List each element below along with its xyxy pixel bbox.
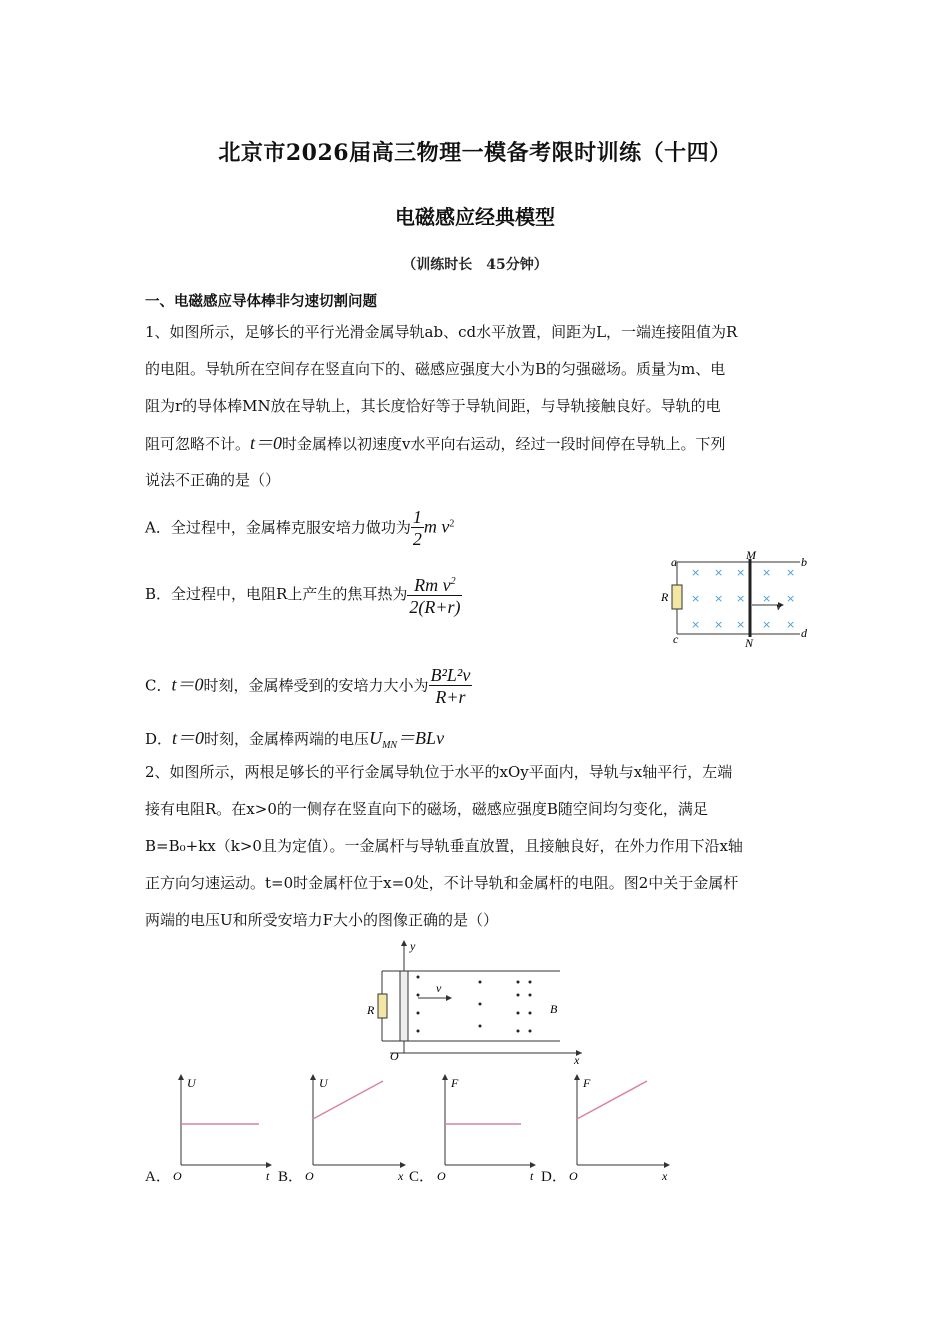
t0-expr: t＝0 [172, 728, 205, 748]
field-dot [417, 976, 420, 979]
field-cross: × [786, 618, 796, 631]
y-arrowhead [442, 1074, 448, 1080]
graph-x-label: x [662, 1169, 668, 1183]
graph-x-label: t [266, 1169, 270, 1183]
field-dot [479, 1025, 482, 1028]
x-arrowhead [664, 1162, 670, 1168]
field-cross: × [762, 566, 772, 579]
option-b-text: B．全过程中，电阻R上产生的焦耳热为 [145, 585, 408, 603]
t0-expr: t＝0 [171, 674, 204, 695]
field-dot [417, 1030, 420, 1033]
magnetic-field-dots [417, 976, 532, 1033]
q2-line-4: 正方向匀速运动。t=0时金属杆位于x=0处，不计导轨和金属杆的电阻。图2中关于金属杆 [145, 874, 739, 892]
graph-origin: O [569, 1169, 578, 1183]
q2-figure [360, 938, 600, 1068]
q2-line-2: 接有电阻R。在x>0的一侧存在竖直向下的磁场，磁感应强度B随空间均匀变化，满足 [145, 800, 708, 818]
option-d-text: 时刻，金属棒两端的电压 [204, 730, 370, 748]
field-dot [529, 981, 532, 984]
fraction-denominator: 2(R+r) [409, 597, 461, 617]
x-arrowhead [266, 1162, 272, 1168]
fraction-denominator: 2 [412, 529, 422, 549]
x-arrowhead [530, 1162, 536, 1168]
velocity-arrowhead [446, 995, 452, 1001]
q1-line-5: 说法不正确的是（） [145, 471, 281, 489]
page-subtitle: 电磁感应经典模型 [395, 205, 555, 229]
field-cross: × [714, 566, 724, 579]
fraction-denominator: R+r [435, 687, 466, 707]
label-v: v [436, 981, 442, 995]
graph-c [429, 1070, 539, 1185]
metal-rod [400, 971, 408, 1041]
y-arrowhead [574, 1074, 580, 1080]
y-arrowhead [401, 940, 407, 946]
resistor-r [672, 585, 682, 609]
option-c-fraction [429, 665, 473, 708]
field-dot [529, 1012, 532, 1015]
q1-line-4-rest: 时金属棒以初速度v水平向右运动，经过一段时间停在导轨上。下列 [282, 435, 726, 453]
q1-figure [660, 550, 810, 650]
label-b: b [801, 555, 807, 569]
graph-origin: O [437, 1169, 446, 1183]
y-arrowhead [178, 1074, 184, 1080]
graph-y-label: F [583, 1076, 591, 1090]
graph-origin: O [305, 1169, 314, 1183]
field-dot [529, 1030, 532, 1033]
option-a-fraction [411, 507, 424, 550]
label-n: N [745, 636, 754, 650]
option-d-eq: ＝BLv [397, 728, 445, 748]
q1-option-d [145, 724, 444, 751]
option-b-fraction [407, 572, 462, 618]
field-dot [517, 994, 520, 997]
field-dot [529, 994, 532, 997]
q1-option-b [145, 572, 462, 618]
graph-b-label: B． [278, 1169, 304, 1185]
fraction-numerator: 1 [412, 507, 422, 527]
graph-x-label: x [398, 1169, 404, 1183]
field-dot [517, 1030, 520, 1033]
section-heading: 一、电磁感应导体棒非匀速切割问题 [145, 293, 377, 310]
training-duration: （训练时长 45分钟） [402, 257, 548, 273]
field-cross: × [691, 592, 701, 605]
option-a-text: A．全过程中，金属棒克服安培力做功为 [145, 518, 411, 537]
field-dot [417, 994, 420, 997]
field-cross: × [786, 592, 796, 605]
label-c: c [673, 632, 679, 646]
graph-y-label: F [451, 1076, 459, 1090]
field-cross: × [786, 566, 796, 579]
label-a: a [671, 555, 677, 569]
graph-d [561, 1070, 673, 1185]
numerator-text: Rm v [414, 575, 451, 595]
q1-line-4-prefix: 阻可忽略不计。 [145, 435, 251, 453]
field-cross: × [762, 618, 772, 631]
field-cross: × [714, 618, 724, 631]
label-v: v [776, 599, 782, 613]
field-cross: × [691, 618, 701, 631]
label-o: O [390, 1049, 399, 1063]
fraction-numerator: Rm $v^2$ [407, 572, 462, 596]
option-d-u: U [369, 728, 383, 748]
label-m: M [746, 550, 756, 562]
field-cross: × [736, 566, 746, 579]
q1-option-c [145, 665, 472, 708]
label-y: y [410, 939, 416, 953]
fraction-numerator: B²L²v [430, 665, 471, 685]
label-d: d [801, 626, 807, 640]
label-x: x [574, 1053, 580, 1067]
label-b: B [550, 1002, 558, 1016]
option-a-tail: m v [423, 516, 450, 537]
q1-option-a: A．全过程中，金属棒克服安培力做功为 $\frac{1}{2}$ m $v^2$ [145, 507, 455, 549]
field-dot [479, 1003, 482, 1006]
field-cross: × [736, 618, 746, 631]
t0-expr: t＝0 [250, 433, 283, 453]
graph-c-label: C． [409, 1169, 435, 1185]
graph-b [297, 1070, 409, 1185]
q2-line-1: 2、如图所示，两根足够长的平行金属导轨位于水平的xOy平面内，导轨与x轴平行，左端 [145, 763, 733, 781]
option-c-pre: C． [145, 676, 172, 695]
graph-d-label: D． [541, 1169, 567, 1185]
graph-a [165, 1070, 275, 1185]
field-cross: × [691, 566, 701, 579]
q2-line-5: 两端的电压U和所受安培力F大小的图像正确的是（） [145, 911, 499, 929]
q2-line-3: B=B₀+kx（k>0且为定值）。一金属杆与导轨垂直放置，且接触良好，在外力作用下沿x轴 [145, 837, 743, 855]
field-cross: × [762, 592, 772, 605]
field-dot [517, 1012, 520, 1015]
graph-y-label: U [319, 1076, 328, 1090]
field-cross: × [736, 592, 746, 605]
q1-line-4 [145, 433, 726, 454]
option-d-pre: D． [145, 730, 173, 748]
field-cross: × [714, 592, 724, 605]
label-r: R [367, 1003, 375, 1017]
label-r: R [661, 590, 669, 604]
q1-line-2: 的电阻。导轨所在空间存在竖直向下的、磁感应强度大小为B的匀强磁场。质量为m、电 [145, 360, 726, 378]
graph-x-label: t [530, 1169, 534, 1183]
graph-y-label: U [187, 1076, 196, 1090]
field-dot [517, 981, 520, 984]
graph-a-label: A． [145, 1169, 171, 1185]
q1-line-3: 阻为r的导体棒MN放在导轨上，其长度恰好等于导轨间距，与导轨接触良好。导轨的电 [145, 397, 721, 415]
graph-origin: O [173, 1169, 182, 1183]
x-arrowhead [400, 1162, 406, 1168]
page-title: 北京市2026届高三物理一模备考限时训练（十四） [218, 140, 732, 166]
field-dot [479, 981, 482, 984]
option-c-text: 时刻，金属棒受到的安培力大小为 [203, 676, 429, 695]
y-arrowhead [310, 1074, 316, 1080]
q1-line-1: 1、如图所示，足够长的平行光滑金属导轨ab、cd水平放置，间距为L，一端连接阻值为R [145, 323, 738, 341]
field-dot [417, 1012, 420, 1015]
option-d-sub: MN [382, 740, 398, 751]
resistor-r [378, 994, 387, 1018]
